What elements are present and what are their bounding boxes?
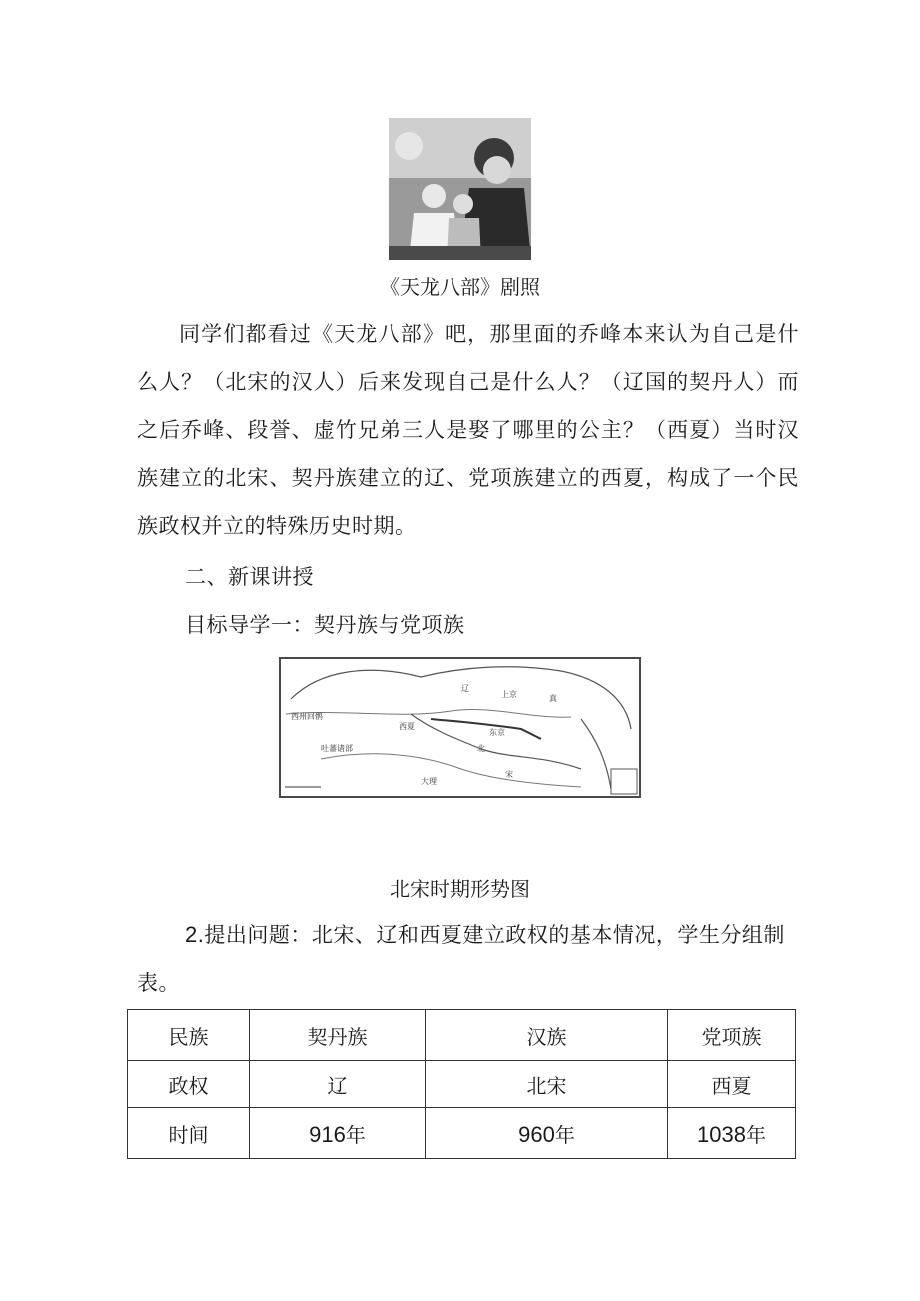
- table-cell: [426, 1108, 668, 1159]
- table-cell: 时间: [128, 1108, 250, 1159]
- question-number: 2.: [185, 922, 205, 947]
- table-cell: 政权: [128, 1061, 250, 1108]
- map-label-bei: 北: [477, 744, 485, 753]
- map-label-xixia: 西夏: [399, 722, 415, 731]
- dynasty-table: [127, 1009, 796, 1159]
- map-label-xizhou: 西州回鹘: [291, 712, 323, 721]
- goal-heading: 目标导学一：契丹族与党项族: [185, 613, 465, 637]
- drama-photo-icon: [389, 118, 531, 260]
- table-cell: [668, 1108, 796, 1159]
- table-cell: 北宋: [426, 1061, 668, 1108]
- drama-still-photo: [389, 118, 531, 260]
- year-number: 1038: [697, 1121, 746, 1147]
- table-cell: 汉族: [426, 1010, 668, 1061]
- photo-caption: 《天龙八部》剧照: [380, 275, 540, 299]
- year-number: 916: [309, 1121, 346, 1147]
- map-icon: [281, 659, 639, 796]
- table-row: [128, 1061, 796, 1108]
- table-cell: 辽: [250, 1061, 426, 1108]
- section-heading: 二、新课讲授: [185, 565, 314, 589]
- map-caption: 北宋时期形势图: [390, 877, 530, 901]
- year-number: 960: [518, 1121, 555, 1147]
- year-unit: 年: [554, 1122, 575, 1147]
- map-label-shangjing: 上京: [501, 690, 517, 699]
- table-row: [128, 1108, 796, 1159]
- map-label-dongjing: 东京: [489, 728, 505, 737]
- table-cell: [250, 1108, 426, 1159]
- question-text: 提出问题：北宋、辽和西夏建立政权的基本情况，学生分组制: [204, 923, 785, 947]
- northern-song-map: [279, 657, 641, 798]
- table-cell: 西夏: [668, 1061, 796, 1108]
- question-line-1: [185, 919, 785, 949]
- question-line-2: 表。: [137, 971, 180, 995]
- table-cell: 契丹族: [250, 1010, 426, 1061]
- map-label-liao: 辽: [461, 684, 469, 693]
- map-label-song: 宋: [505, 770, 513, 779]
- map-label-dali: 大理: [421, 777, 437, 786]
- year-unit: 年: [345, 1122, 366, 1147]
- table-cell: 民族: [128, 1010, 250, 1061]
- map-label-zhen: 真: [549, 694, 557, 703]
- table-cell: 党项族: [668, 1010, 796, 1061]
- intro-paragraph: 同学们都看过《天龙八部》吧，那里面的乔峰本来认为自己是什么人？（北宋的汉人）后来发现自己是什么人？（辽国的契丹人）而之后乔峰、段誉、虚竹兄弟三人是娶了哪里的公主？（西夏）当时汉族建立的北宋、契丹族建立的辽、党项族建立的西夏，构成了一个民族政权并立的特殊历史时期。: [137, 322, 799, 538]
- table-row: [128, 1010, 796, 1061]
- map-label-tubo: 吐蕃诸部: [321, 744, 353, 753]
- year-unit: 年: [745, 1122, 766, 1147]
